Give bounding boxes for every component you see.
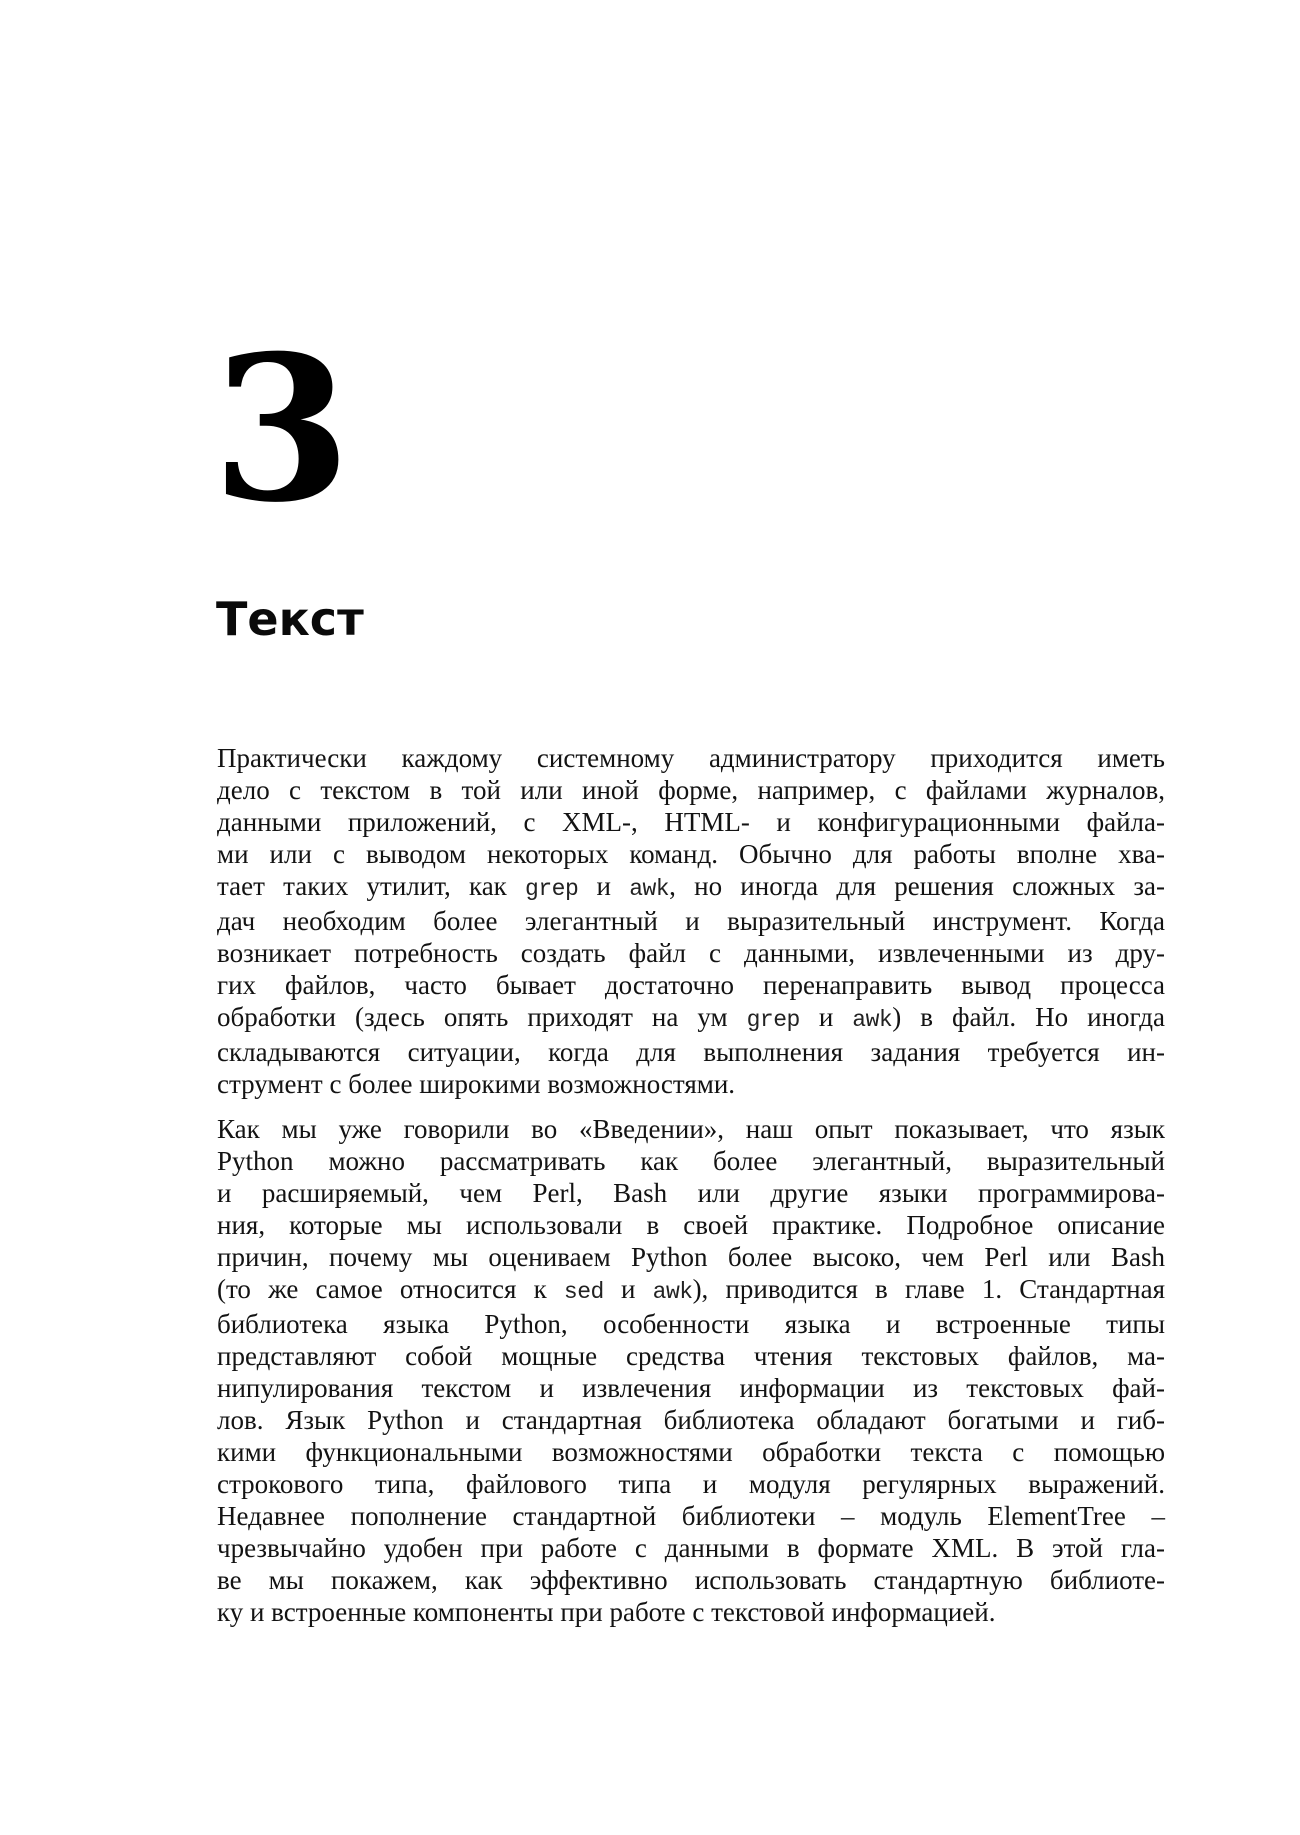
text-run: гих файлов, часто бывает достаточно перенаправить вывод процесса bbox=[217, 970, 1165, 1000]
text-line bbox=[217, 1001, 1165, 1036]
text-run: тает таких утилит, как bbox=[217, 871, 526, 901]
text-line bbox=[217, 1145, 1165, 1177]
text-run: Практически каждому системному администратору приходится иметь bbox=[217, 743, 1165, 773]
text-run: и bbox=[578, 871, 630, 901]
text-run: струмент с более широкими возможностями. bbox=[217, 1069, 736, 1099]
text-run: ве мы покажем, как эффективно использовать стандартную библиоте- bbox=[217, 1565, 1165, 1595]
body-text bbox=[217, 742, 1165, 1628]
inline-code: awk bbox=[652, 1279, 693, 1305]
inline-code: awk bbox=[629, 876, 670, 902]
chapter-number: 3 bbox=[212, 312, 352, 547]
text-line bbox=[217, 1273, 1165, 1308]
text-run: ния, которые мы использовали в своей практике. Подробное описание bbox=[217, 1210, 1165, 1240]
text-line bbox=[217, 1308, 1165, 1340]
text-line bbox=[217, 806, 1165, 838]
text-run: дело с текстом в той или иной форме, например, с файлами журналов, bbox=[217, 775, 1165, 805]
text-line bbox=[217, 1372, 1165, 1404]
text-run: складываются ситуации, когда для выполнения задания требуется ин- bbox=[217, 1037, 1165, 1067]
text-run: ) в файл. Но иногда bbox=[892, 1002, 1165, 1032]
text-run: ), приводится в главе 1. Стандартная bbox=[692, 1274, 1166, 1304]
text-run: Недавнее пополнение стандартной библиотеки – модуль ElementTree – bbox=[217, 1501, 1165, 1531]
text-line bbox=[217, 1564, 1165, 1596]
paragraph bbox=[217, 742, 1165, 1100]
text-run: ми или с выводом некоторых команд. Обычно для работы вполне хва- bbox=[217, 839, 1165, 869]
text-run: строкового типа, файлового типа и модуля регулярных выражений. bbox=[217, 1469, 1165, 1499]
text-line bbox=[217, 937, 1165, 969]
text-run: причин, почему мы оцениваем Python более высоко, чем Perl или Bash bbox=[217, 1242, 1165, 1272]
text-line bbox=[217, 1068, 1165, 1100]
chapter-title: Текст bbox=[216, 592, 364, 646]
inline-code: awk bbox=[852, 1007, 893, 1033]
text-line bbox=[217, 1241, 1165, 1273]
text-run: лов. Язык Python и стандартная библиотека обладают богатыми и гиб- bbox=[217, 1405, 1165, 1435]
text-line bbox=[217, 1404, 1165, 1436]
text-line bbox=[217, 905, 1165, 937]
text-line bbox=[217, 1500, 1165, 1532]
text-line bbox=[217, 1468, 1165, 1500]
text-line bbox=[217, 1177, 1165, 1209]
text-line bbox=[217, 1596, 1165, 1628]
inline-code: grep bbox=[525, 876, 579, 902]
text-run: , но иногда для решения сложных за- bbox=[669, 871, 1165, 901]
text-run: кими функциональными возможностями обработки текста с помощью bbox=[217, 1437, 1165, 1467]
text-line bbox=[217, 1340, 1165, 1372]
text-run: дач необходим более элегантный и выразительный инструмент. Когда bbox=[217, 906, 1165, 936]
text-run: представляют собой мощные средства чтения текстовых файлов, ма- bbox=[217, 1341, 1165, 1371]
text-line bbox=[217, 742, 1165, 774]
text-line bbox=[217, 969, 1165, 1001]
text-run: нипулирования текстом и извлечения информации из текстовых фай- bbox=[217, 1373, 1165, 1403]
text-run: библиотека языка Python, особенности языка и встроенные типы bbox=[217, 1309, 1165, 1339]
text-line bbox=[217, 838, 1165, 870]
text-run: и bbox=[603, 1274, 653, 1304]
inline-code: grep bbox=[746, 1007, 800, 1033]
text-run: чрезвычайно удобен при работе с данными в формате XML. В этой гла- bbox=[217, 1533, 1165, 1563]
text-line bbox=[217, 1436, 1165, 1468]
text-line bbox=[217, 1209, 1165, 1241]
text-run: и расширяемый, чем Perl, Bash или другие языки программирова- bbox=[217, 1178, 1165, 1208]
paragraph bbox=[217, 1113, 1165, 1628]
text-line bbox=[217, 1113, 1165, 1145]
text-line bbox=[217, 1532, 1165, 1564]
text-run: и bbox=[799, 1002, 853, 1032]
text-run: ку и встроенные компоненты при работе с текстовой информацией. bbox=[217, 1597, 996, 1627]
text-run: Python можно рассматривать как более элегантный, выразительный bbox=[217, 1146, 1165, 1176]
text-run: (то же самое относится к bbox=[217, 1274, 564, 1304]
text-line bbox=[217, 870, 1165, 905]
text-line bbox=[217, 1036, 1165, 1068]
text-line bbox=[217, 774, 1165, 806]
text-run: обработки (здесь опять приходят на ум bbox=[217, 1002, 747, 1032]
text-run: возникает потребность создать файл с данными, извлеченными из дру- bbox=[217, 938, 1165, 968]
text-run: данными приложений, с XML-, HTML- и конфигурационными файла- bbox=[217, 807, 1165, 837]
inline-code: sed bbox=[563, 1279, 604, 1305]
text-run: Как мы уже говорили во «Введении», наш опыт показывает, что язык bbox=[217, 1114, 1165, 1144]
